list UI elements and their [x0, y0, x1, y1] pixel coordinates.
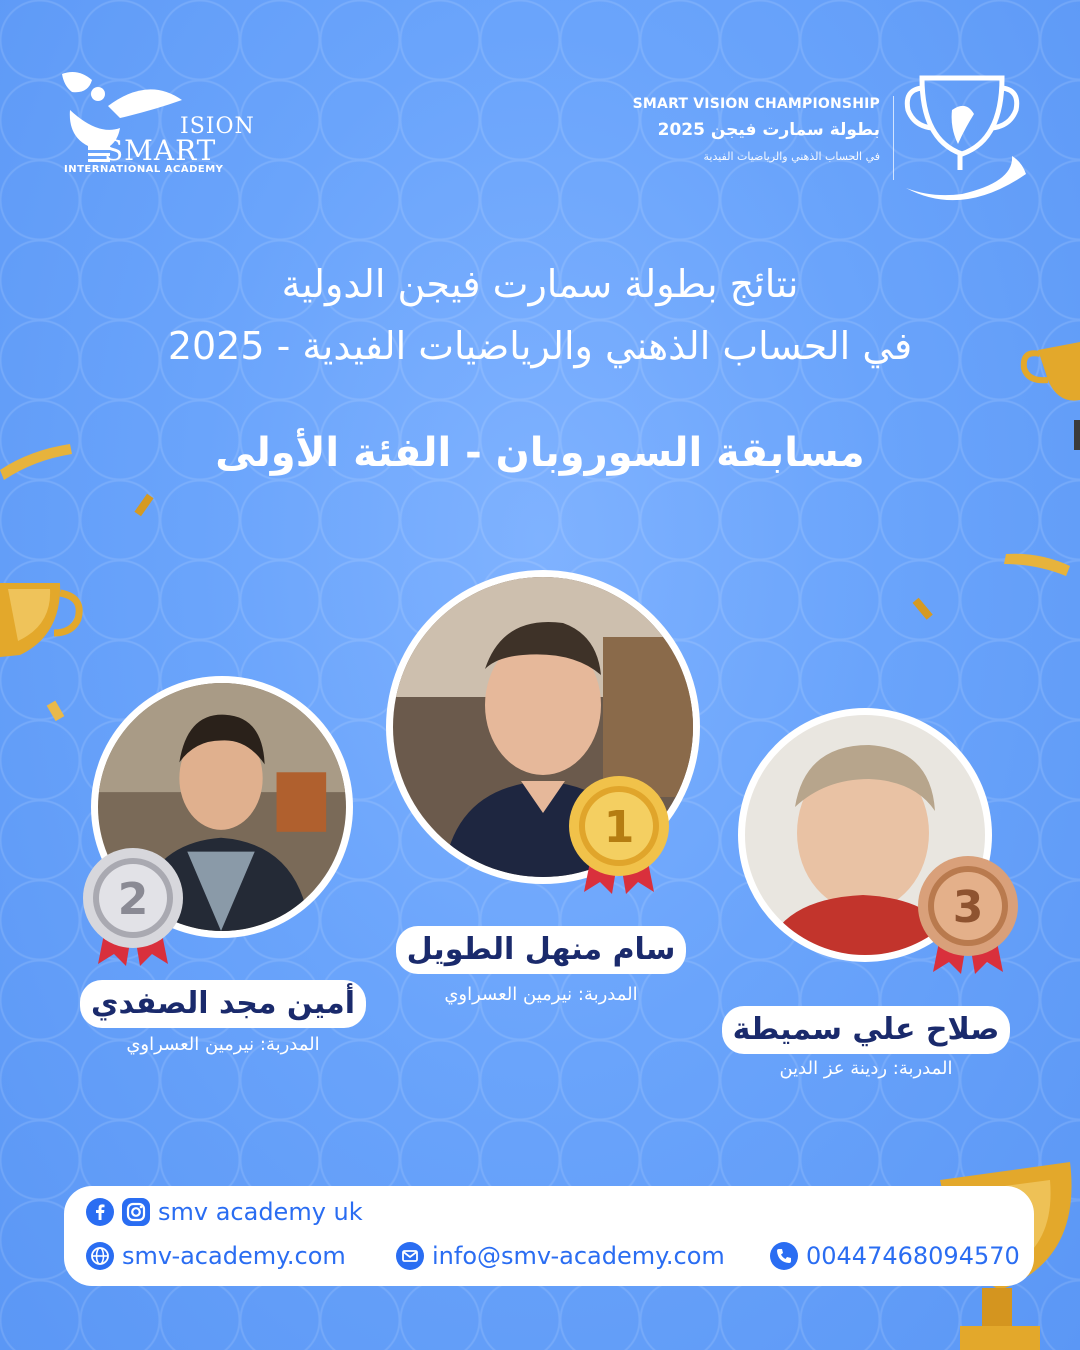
- winner-3-trainer: المدربة: ردينة عز الدين: [779, 1058, 953, 1079]
- email-link[interactable]: [396, 1242, 725, 1270]
- competition-title: مسابقة السوروبان - الفئة الأولى: [215, 430, 865, 476]
- gold-medal-icon: [566, 774, 672, 896]
- championship-title-en: SMART VISION CHAMPIONSHIP: [632, 96, 880, 112]
- logo-text-main: SMART: [104, 134, 217, 167]
- phone-link[interactable]: [770, 1242, 1020, 1270]
- winner-3-name: صلاح علي سميطة: [722, 1006, 1010, 1054]
- contact-footer: [64, 1186, 1034, 1286]
- headline-line-2: في الحساب الذهني والرياضيات الفيدية - 2025: [167, 324, 913, 368]
- facebook-icon: [86, 1198, 114, 1226]
- winner-2-trainer: المدربة: نيرمين العسراوي: [126, 1034, 320, 1055]
- phone-text: 00447468094570: [806, 1242, 1020, 1270]
- bronze-medal-icon: [914, 854, 1022, 978]
- phone-icon: [770, 1242, 798, 1270]
- logo-text-top: ISION: [180, 114, 255, 139]
- winner-1-trainer: المدربة: نيرمين العسراوي: [444, 984, 638, 1005]
- header-divider: [893, 96, 894, 180]
- mail-icon: [396, 1242, 424, 1270]
- medal-rank-3: 3: [952, 882, 984, 933]
- logo-text-sub: INTERNATIONAL ACADEMY: [64, 164, 224, 175]
- trophy-icon: [0, 575, 90, 685]
- globe-icon: [86, 1242, 114, 1270]
- academy-logo: [58, 66, 255, 186]
- championship-title-ar: بطولة سمارت فيجن 2025: [657, 120, 880, 140]
- championship-trophy-icon: [902, 70, 1032, 210]
- silver-medal-icon: [80, 846, 186, 970]
- medal-rank-1: 1: [603, 802, 635, 853]
- medal-rank-2: 2: [117, 874, 149, 925]
- website-text: smv-academy.com: [122, 1242, 346, 1270]
- winner-1-name: سام منهل الطويل: [396, 926, 686, 974]
- championship-subtitle: في الحساب الذهني والرياضيات الفيدية: [703, 150, 880, 163]
- championship-header: [633, 96, 880, 163]
- instagram-icon: [122, 1198, 150, 1226]
- website-link[interactable]: [86, 1242, 346, 1270]
- headline-line-1: نتائج بطولة سمارت فيجن الدولية: [281, 262, 799, 306]
- winner-2-name: أمين مجد الصفدي: [80, 980, 366, 1028]
- social-handle: smv academy uk: [158, 1198, 363, 1226]
- email-text: info@smv-academy.com: [432, 1242, 725, 1270]
- social-link[interactable]: [86, 1198, 363, 1226]
